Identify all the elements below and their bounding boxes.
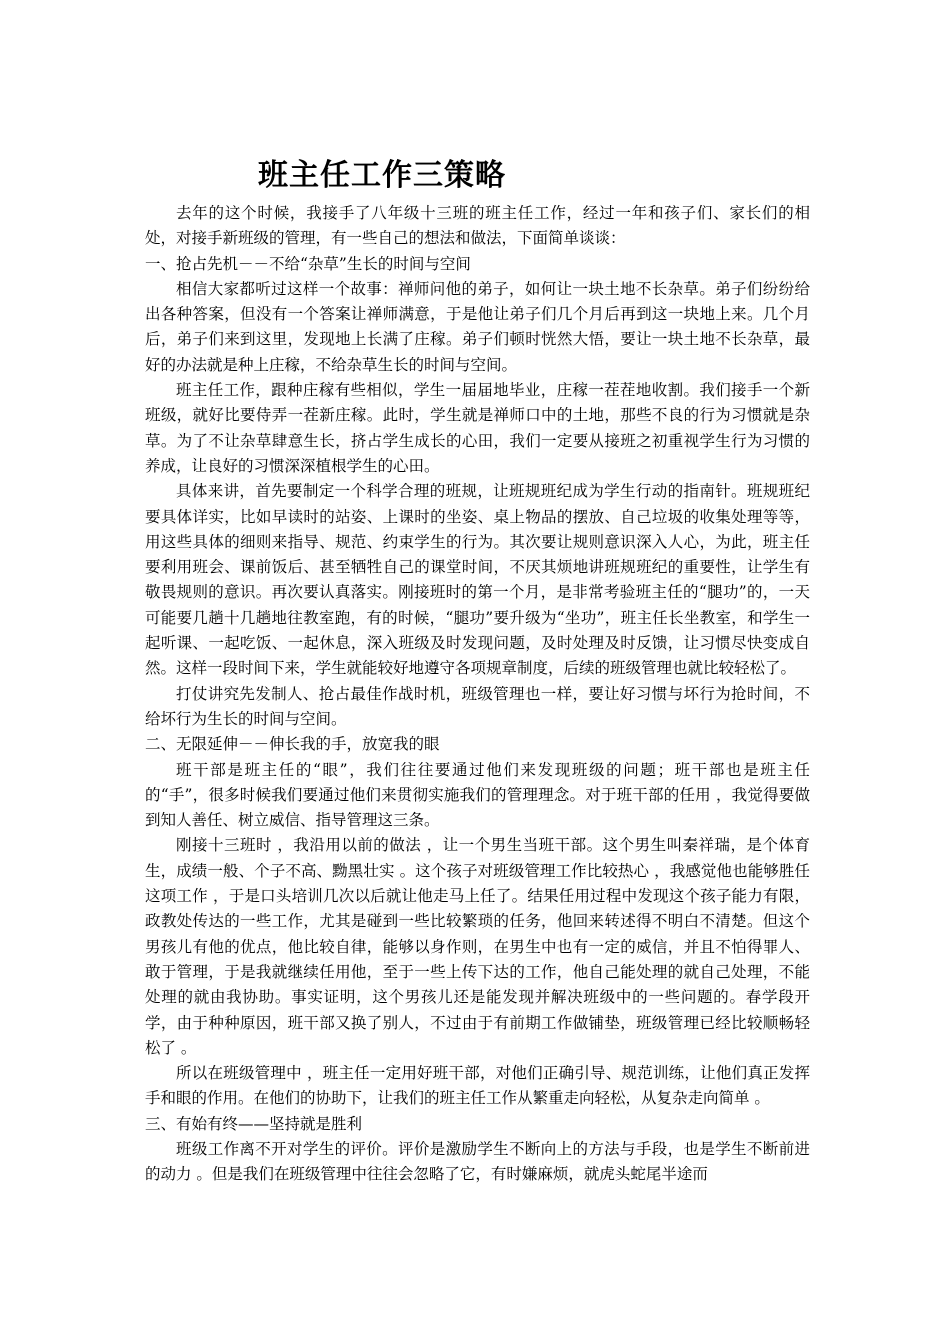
paragraph: 具体来讲，首先要制定一个科学合理的班规，让班规班纪成为学生行动的指南针。班规班纪要具体详实，比如早读时的站姿、上课时的坐姿、桌上物品的摆放、自己垃圾的收集处理等等，用这些具体的细则来指导、规范、约束学生的行为。其次要让规则意识深入人心，为此，班主任要利用班会、课前饭后、甚至牺牲自己的课堂时间，不厌其烦地讲班规班纪的重要性，让学生有敬畏规则的意识。再次要认真落实。刚接班时的第一个月，是非常考验班主任的“腿功”的，一天可能要几趟十几趟地往教室跑，有的时候，“腿功”要升级为“坐功”，班主任长坐教室，和学生一起听课、一起吃饭、一起休息，深入班级及时发现问题，及时处理及时反馈，让习惯尽快变成自然。这样一段时间下来，学生就能较好地遵守各项规章制度，后续的班级管理也就比较轻松了。 (145, 482, 810, 678)
paragraph: 班干部是班主任的“眼”，我们往往要通过他们来发现班级的问题；班干部也是班主任的“手”，很多时候我们要通过他们来贯彻实施我们的管理理念。对于班干部的任用 ，我觉得要做到知人善任、树立威信、指导管理这三条。 (145, 760, 810, 830)
paragraph: 所以在班级管理中 ，班主任一定用好班干部，对他们正确引导、规范训练，让他们真正发挥手和眼的作用。在他们的协助下，让我们的班主任工作从繁重走向轻松，从复杂走向简单 。 (145, 1064, 810, 1108)
section-heading-3: 三、有始有终——坚持就是胜利 (145, 1114, 363, 1133)
paragraph: 班级工作离不开对学生的评价。评价是激励学生不断向上的方法与手段，也是学生不断前进的动力 。但是我们在班级管理中往往会忽略了它，有时嫌麻烦，就虎头蛇尾半途而 (145, 1139, 810, 1184)
document-title: 班主任工作三策略 (258, 158, 506, 193)
document-body (145, 201, 810, 1188)
intro-paragraph: 去年的这个时候，我接手了八年级十三班的班主任工作，经过一年和孩子们、家长们的相处，对接手新班级的管理，有一些自己的想法和做法，下面简单谈谈： (145, 204, 810, 248)
paragraph: 相信大家都听过这样一个故事：禅师问他的弟子，如何让一块土地不长杂草。弟子们纷纷给出各种答案，但没有一个答案让禅师满意，于是他让弟子们几个月后再到这一块地上来。几个月后，弟子们来到这里，发现地上长满了庄稼。弟子们顿时恍然大悟，要让一块土地不长杂草，最好的办法就是种上庄稼，不给杂草生长的时间与空间。 (145, 279, 810, 374)
paragraph: 班主任工作，跟种庄稼有些相似，学生一届届地毕业，庄稼一茬茬地收割。我们接手一个新班级，就好比要侍弄一茬新庄稼。此时，学生就是禅师口中的土地，那些不良的行为习惯就是杂草。为了不让杂草肆意生长，挤占学生成长的心田，我们一定要从接班之初重视学生行为习惯的养成，让良好的习惯深深植根学生的心田。 (145, 381, 810, 475)
paragraph: 打仗讲究先发制人、抢占最佳作战时机，班级管理也一样，要让好习惯与坏行为抢时间，不给坏行为生长的时间与空间。 (145, 684, 810, 728)
paragraph: 刚接十三班时 ，我沿用以前的做法 ，让一个男生当班干部。这个男生叫秦祥瑞，是个体育生，成绩一般、个子不高、黝黑壮实 。这个孩子对班级管理工作比较热心 ，我感觉他也能够胜任这项工作 ，于是口头培训几次以后就让他走马上任了。结果任用过程中发现这个孩子能力有限，政教处传达的一些工作，尤其是碰到一些比较繁琐的任务，他回来转述得不明白不清楚。但这个男孩儿有他的优点，他比较自律，能够以身作则，在男生中也有一定的威信，并且不怕得罪人、敢于管理，于是我就继续任用他，至于一些上传下达的工作，他自己能处理的就自己处理，不能处理的就由我协助。事实证明，这个男孩儿还是能发现并解决班级中的一些问题的。春学段开学，由于种种原因，班干部又换了别人，不过由于有前期工作做铺垫，班级管理已经比较顺畅轻松了 。 (145, 836, 810, 1057)
section-heading-1: 一、抢占先机－－不给“杂草”生长的时间与空间 (145, 254, 471, 273)
section-heading-2: 二、无限延伸－－伸长我的手，放宽我的眼 (145, 735, 440, 754)
